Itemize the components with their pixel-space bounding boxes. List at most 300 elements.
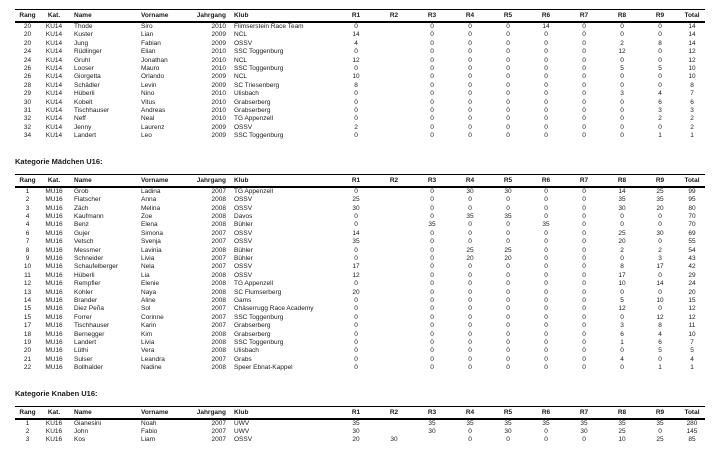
cell-r3: 0	[430, 31, 434, 39]
cell-name: Bollhalder	[74, 364, 103, 372]
cell-jahrgang: 2009	[211, 123, 226, 131]
cell-r8: 10	[618, 280, 626, 288]
cell-vorname: Leandra	[141, 355, 165, 363]
cell-rang: 21	[23, 355, 32, 363]
cell-r9: 4	[658, 330, 662, 338]
cell-rang: 4	[25, 212, 30, 220]
cell-vorname: Neal	[141, 115, 155, 123]
table-row	[15, 339, 705, 347]
table-row	[15, 73, 705, 81]
cell-r9: 5	[658, 65, 662, 73]
cell-r3: 0	[430, 107, 434, 115]
cell-r3: 0	[430, 123, 434, 131]
cell-r1: 14	[352, 31, 360, 39]
cell-kat: MU16	[45, 280, 63, 288]
table-row	[15, 213, 705, 221]
cell-r6: 0	[544, 132, 548, 140]
cell-r4: 0	[468, 115, 472, 123]
cell-r9: 12	[656, 313, 664, 321]
cell-r2	[375, 107, 413, 115]
cell-rang: 20	[23, 23, 32, 30]
cell-r1: 35	[352, 419, 360, 427]
cell-total: 7	[690, 339, 694, 346]
cell-vorname: Sol	[141, 305, 151, 313]
cell-r7: 0	[582, 246, 586, 254]
cell-kat: MU16	[45, 229, 63, 237]
cell-name: Grob	[74, 187, 89, 195]
cell-r8: 5	[620, 65, 624, 73]
cell-r6: 35	[542, 221, 550, 229]
cell-r6: 0	[544, 330, 548, 338]
cell-r6: 0	[544, 305, 548, 313]
cell-klub: Grabserberg	[234, 98, 271, 106]
cell-rang: 10	[23, 263, 32, 271]
cell-r5: 0	[506, 339, 510, 346]
cell-total: 85	[688, 436, 696, 444]
cell-r8: 0	[620, 212, 624, 220]
table-row	[15, 322, 705, 330]
cell-rang: 3	[25, 436, 30, 444]
cell-r4: 25	[466, 246, 474, 254]
cell-total: 12	[688, 305, 696, 313]
cell-r2	[375, 280, 413, 288]
cell-r8: 3	[620, 90, 624, 98]
cell-rang: 8	[25, 246, 30, 254]
cell-vorname: Andreas	[141, 107, 166, 115]
table-row	[15, 40, 705, 48]
cell-total: 11	[688, 322, 696, 330]
cell-total: 3	[690, 107, 694, 115]
cell-r6: 0	[544, 204, 548, 212]
cell-jahrgang: 2007	[211, 355, 226, 363]
cell-r1: 0	[354, 355, 358, 363]
cell-r9: 6	[658, 339, 662, 346]
cell-vorname: Naya	[141, 288, 157, 296]
col-header-r5: R5	[503, 176, 513, 184]
cell-name: Gianesini	[74, 419, 102, 427]
cell-kat: MU16	[45, 238, 63, 246]
cell-r8: 2	[620, 246, 624, 254]
cell-r7: 0	[582, 296, 586, 304]
col-header-vorname: Vorname	[141, 408, 169, 416]
cell-r1: 0	[354, 280, 358, 288]
col-header-r7: R7	[579, 176, 589, 184]
cell-r6: 0	[544, 296, 548, 304]
cell-klub: OSSV	[234, 204, 253, 212]
cell-r1: 0	[354, 339, 358, 346]
cell-r4: 0	[468, 347, 472, 355]
cell-kat: KU14	[45, 90, 63, 98]
cell-klub: Davos	[234, 212, 253, 220]
cell-r6: 0	[544, 187, 548, 195]
cell-r9: 0	[658, 238, 662, 246]
cell-klub: Speer Ebnat-Kappel	[234, 364, 293, 372]
cell-vorname: Melina	[141, 204, 161, 212]
cell-r5: 0	[506, 436, 510, 444]
table-row	[15, 280, 705, 288]
cell-r7: 0	[582, 115, 586, 123]
cell-r8: 0	[620, 31, 624, 39]
cell-kat: KU14	[45, 81, 63, 89]
cell-rang: 22	[23, 364, 32, 372]
cell-vorname: Noah	[141, 419, 157, 427]
cell-rang: 7	[25, 238, 30, 246]
cell-r1: 12	[352, 271, 360, 279]
cell-r7: 0	[582, 271, 586, 279]
cell-jahrgang: 2010	[211, 107, 226, 115]
cell-r1: 0	[354, 322, 358, 330]
cell-r8: 4	[620, 355, 624, 363]
cell-kat: MU16	[45, 271, 63, 279]
header-row	[15, 174, 705, 187]
cell-kat: KU14	[45, 132, 63, 140]
cell-r9: 0	[658, 355, 662, 363]
col-header-r4: R4	[465, 408, 475, 416]
cell-vorname: Levin	[141, 81, 157, 89]
cell-name: Hüberli	[74, 271, 95, 279]
cell-vorname: Livia	[141, 254, 155, 262]
cell-r8: 0	[620, 254, 624, 262]
cell-jahrgang: 2008	[211, 296, 226, 304]
cell-vorname: Liam	[141, 436, 156, 444]
cell-name: Jenny	[74, 123, 92, 131]
cell-r8: 0	[620, 107, 624, 115]
cell-name: Gujer	[74, 229, 90, 237]
table-row	[15, 419, 705, 428]
cell-r5: 20	[504, 254, 512, 262]
cell-r9: 0	[658, 212, 662, 220]
col-header-r2: R2	[389, 176, 399, 184]
cell-r2	[375, 428, 413, 436]
results-table	[15, 174, 705, 373]
cell-vorname: Svenja	[141, 238, 161, 246]
cell-rang: 18	[23, 330, 32, 338]
cell-name: Messmer	[74, 246, 101, 254]
cell-r1: 20	[352, 288, 360, 296]
cell-r1: 14	[352, 229, 360, 237]
cell-name: Neff	[74, 115, 86, 123]
cell-r2	[375, 115, 413, 123]
cell-r1: 0	[354, 115, 358, 123]
cell-r9: 10	[656, 296, 664, 304]
cell-vorname: Nadine	[141, 364, 162, 372]
cell-total: 29	[688, 271, 696, 279]
cell-jahrgang: 2009	[211, 81, 226, 89]
col-header-r3: R3	[427, 12, 437, 19]
results-table	[15, 9, 705, 141]
cell-r1: 17	[352, 263, 360, 271]
cell-r5: 0	[506, 322, 510, 330]
cell-r7: 35	[580, 419, 588, 427]
cell-r6: 0	[544, 347, 548, 355]
cell-r3: 0	[430, 355, 434, 363]
cell-kat: MU16	[45, 204, 63, 212]
cell-r5: 0	[506, 280, 510, 288]
cell-r7: 0	[582, 123, 586, 131]
cell-klub: UWV	[234, 428, 250, 436]
cell-r5: 0	[506, 48, 510, 56]
cell-r9: 6	[658, 98, 662, 106]
cell-name: Bernegger	[74, 330, 105, 338]
table-row	[15, 107, 705, 115]
cell-kat: KU16	[45, 419, 63, 427]
cell-r1: 0	[354, 98, 358, 106]
cell-rang: 24	[23, 56, 32, 64]
table-row	[15, 272, 705, 280]
cell-jahrgang: 2009	[211, 31, 226, 39]
cell-r5: 0	[506, 221, 510, 229]
cell-r1: 0	[354, 65, 358, 73]
cell-r5: 25	[504, 246, 512, 254]
cell-rang: 14	[23, 296, 32, 304]
cell-vorname: Simona	[141, 229, 164, 237]
cell-r7: 0	[582, 339, 586, 346]
table-row	[15, 331, 705, 339]
cell-kat: KU14	[45, 39, 63, 47]
cell-r1: 0	[354, 132, 358, 140]
cell-r7: 0	[582, 436, 586, 444]
cell-r7: 0	[582, 355, 586, 363]
cell-klub: Grabserberg	[234, 322, 271, 330]
cell-rang: 11	[24, 271, 31, 279]
table-row	[15, 289, 705, 297]
col-header-kat: Kat.	[47, 12, 61, 19]
cell-r4: 0	[468, 322, 472, 330]
cell-r3: 0	[430, 56, 434, 64]
cell-kat: MU16	[45, 322, 63, 330]
cell-vorname: Nela	[141, 263, 155, 271]
cell-klub: OSSV	[234, 436, 253, 444]
cell-rang: 2	[25, 196, 30, 204]
cell-vorname: Livia	[141, 339, 155, 346]
cell-name: Gruhl	[74, 56, 90, 64]
cell-r1: 10	[352, 73, 360, 81]
cell-r4: 0	[468, 107, 472, 115]
cell-total: 15	[688, 296, 696, 304]
cell-rang: 4	[25, 221, 30, 229]
cell-rang: 29	[23, 90, 32, 98]
cell-r4: 0	[468, 263, 472, 271]
cell-kat: MU16	[45, 347, 63, 355]
col-header-r5: R5	[503, 408, 513, 416]
cell-r3: 0	[430, 263, 434, 271]
cell-klub: Chäserrugg Race Academy	[234, 305, 314, 313]
col-header-r6: R6	[541, 176, 551, 184]
cell-r6: 0	[544, 212, 548, 220]
cell-klub: OSSV	[234, 263, 253, 271]
cell-r2	[375, 356, 413, 364]
col-header-r4: R4	[465, 12, 475, 19]
cell-r5: 0	[506, 263, 510, 271]
table-row	[15, 48, 705, 56]
cell-r8: 14	[618, 187, 626, 195]
cell-r8: 0	[620, 288, 624, 296]
cell-name: Schaufelberger	[74, 263, 119, 271]
cell-r9: 3	[658, 107, 662, 115]
cell-r9: 25	[656, 187, 664, 195]
cell-r5: 30	[504, 428, 512, 436]
cell-jahrgang: 2008	[211, 339, 226, 346]
header-row	[15, 10, 705, 23]
cell-r6: 0	[544, 288, 548, 296]
table-row	[15, 221, 705, 229]
cell-r5: 0	[506, 355, 510, 363]
cell-name: Kobelt	[74, 98, 93, 106]
cell-r8: 0	[620, 347, 624, 355]
cell-r7: 0	[582, 187, 586, 195]
cell-r8: 0	[620, 123, 624, 131]
cell-r4: 0	[468, 339, 472, 346]
cell-vorname: Fabio	[141, 428, 158, 436]
cell-r8: 20	[618, 238, 626, 246]
cell-jahrgang: 2008	[211, 330, 226, 338]
cell-rang: 24	[23, 48, 32, 56]
cell-r2	[375, 48, 413, 56]
cell-r9: 0	[658, 56, 662, 64]
table-row	[15, 65, 705, 73]
cell-r9: 1	[658, 364, 662, 372]
cell-r5: 0	[506, 107, 510, 115]
cell-r8: 6	[620, 330, 624, 338]
cell-rang: 32	[23, 123, 32, 131]
col-header-r1: R1	[351, 176, 361, 184]
section-heading: Kategorie Mädchen U16:	[15, 156, 103, 166]
cell-r9: 0	[658, 305, 662, 313]
cell-r4: 0	[468, 65, 472, 73]
cell-total: 24	[688, 280, 696, 288]
cell-r2	[375, 22, 413, 31]
cell-klub: NCL	[234, 73, 248, 81]
cell-r6: 0	[544, 65, 548, 73]
col-header-r6: R6	[541, 408, 551, 416]
cell-jahrgang: 2010	[211, 98, 226, 106]
cell-jahrgang: 2008	[211, 271, 226, 279]
cell-r8: 12	[618, 48, 626, 56]
cell-klub: SSC Toggenburg	[234, 339, 284, 346]
cell-name: Sulser	[74, 355, 93, 363]
table-row	[15, 22, 705, 31]
cell-r1: 0	[354, 313, 358, 321]
cell-r9: 5	[658, 347, 662, 355]
cell-r2	[375, 187, 413, 196]
col-header-rang: Rang	[19, 176, 36, 184]
cell-klub: Bühler	[234, 246, 253, 254]
cell-r1: 0	[354, 48, 358, 56]
cell-total: 12	[688, 56, 696, 64]
cell-rang: 20	[23, 31, 32, 39]
col-header-rang: Rang	[19, 408, 36, 416]
cell-r3: 0	[430, 364, 434, 372]
cell-total: 7	[690, 90, 694, 98]
cell-r3: 0	[430, 39, 434, 47]
cell-name: Brander	[74, 296, 98, 304]
col-header-klub: Klub	[234, 12, 249, 19]
col-header-jahrgang: Jahrgang	[196, 176, 226, 184]
cell-name: Vetsch	[74, 238, 94, 246]
cell-r5: 0	[506, 81, 510, 89]
cell-r4: 0	[468, 313, 472, 321]
cell-kat: KU14	[45, 23, 63, 30]
cell-r3: 0	[430, 330, 434, 338]
cell-r1: 8	[354, 81, 358, 89]
cell-jahrgang: 2010	[211, 65, 226, 73]
cell-vorname: Lian	[141, 31, 154, 39]
cell-r4: 0	[468, 436, 472, 444]
cell-r1: 0	[354, 212, 358, 220]
cell-jahrgang: 2010	[211, 48, 226, 56]
cell-name: Landert	[74, 339, 97, 346]
cell-r2	[375, 322, 413, 330]
cell-kat: MU16	[45, 221, 63, 229]
cell-r8: 0	[620, 81, 624, 89]
cell-r1: 0	[354, 347, 358, 355]
cell-r6: 0	[544, 123, 548, 131]
cell-r7: 0	[582, 322, 586, 330]
cell-rang: 13	[23, 288, 32, 296]
cell-kat: KU14	[45, 73, 63, 81]
cell-r2	[375, 205, 413, 213]
cell-name: Schneider	[74, 254, 104, 262]
cell-r8: 35	[618, 419, 626, 427]
cell-klub: SSC Toggenburg	[234, 65, 284, 73]
cell-kat: KU14	[45, 31, 63, 39]
cell-r3: 0	[430, 98, 434, 106]
cell-r4: 0	[468, 229, 472, 237]
col-header-kat: Kat.	[47, 408, 61, 416]
cell-r8: 0	[620, 115, 624, 123]
col-header-r3: R3	[427, 408, 437, 416]
cell-klub: Flimserstein Race Team	[234, 23, 304, 30]
cell-rang: 32	[23, 115, 32, 123]
cell-r6: 0	[544, 238, 548, 246]
cell-name: Forrer	[74, 313, 92, 321]
cell-vorname: Siro	[141, 23, 153, 30]
col-header-r7: R7	[579, 12, 589, 19]
cell-r5: 0	[506, 56, 510, 64]
cell-r1: 20	[352, 436, 360, 444]
cell-r7: 0	[582, 305, 586, 313]
col-header-name: Name	[74, 12, 92, 19]
cell-r2	[375, 31, 413, 39]
cell-klub: Bühler	[234, 254, 253, 262]
table-row	[15, 314, 705, 322]
cell-r8: 0	[620, 56, 624, 64]
cell-vorname: Elian	[141, 48, 156, 56]
cell-r6: 0	[544, 39, 548, 47]
cell-r2	[375, 196, 413, 204]
table-row	[15, 90, 705, 98]
cell-r2	[375, 65, 413, 73]
cell-total: 10	[688, 330, 696, 338]
cell-r9: 2	[658, 115, 662, 123]
cell-r3: 0	[430, 280, 434, 288]
cell-r1: 0	[354, 90, 358, 98]
cell-r2	[375, 347, 413, 355]
cell-r8: 17	[618, 271, 626, 279]
cell-r1: 12	[352, 56, 360, 64]
cell-r5: 35	[504, 212, 512, 220]
cell-kat: MU16	[45, 254, 63, 262]
cell-r6: 0	[544, 56, 548, 64]
table-row	[15, 364, 705, 372]
cell-r8: 0	[620, 364, 624, 372]
cell-kat: MU16	[45, 196, 63, 204]
table-row	[15, 115, 705, 123]
col-header-rang: Rang	[19, 12, 36, 19]
col-header-kat: Kat.	[47, 176, 61, 184]
cell-total: 2	[690, 123, 694, 131]
cell-r6: 0	[544, 254, 548, 262]
